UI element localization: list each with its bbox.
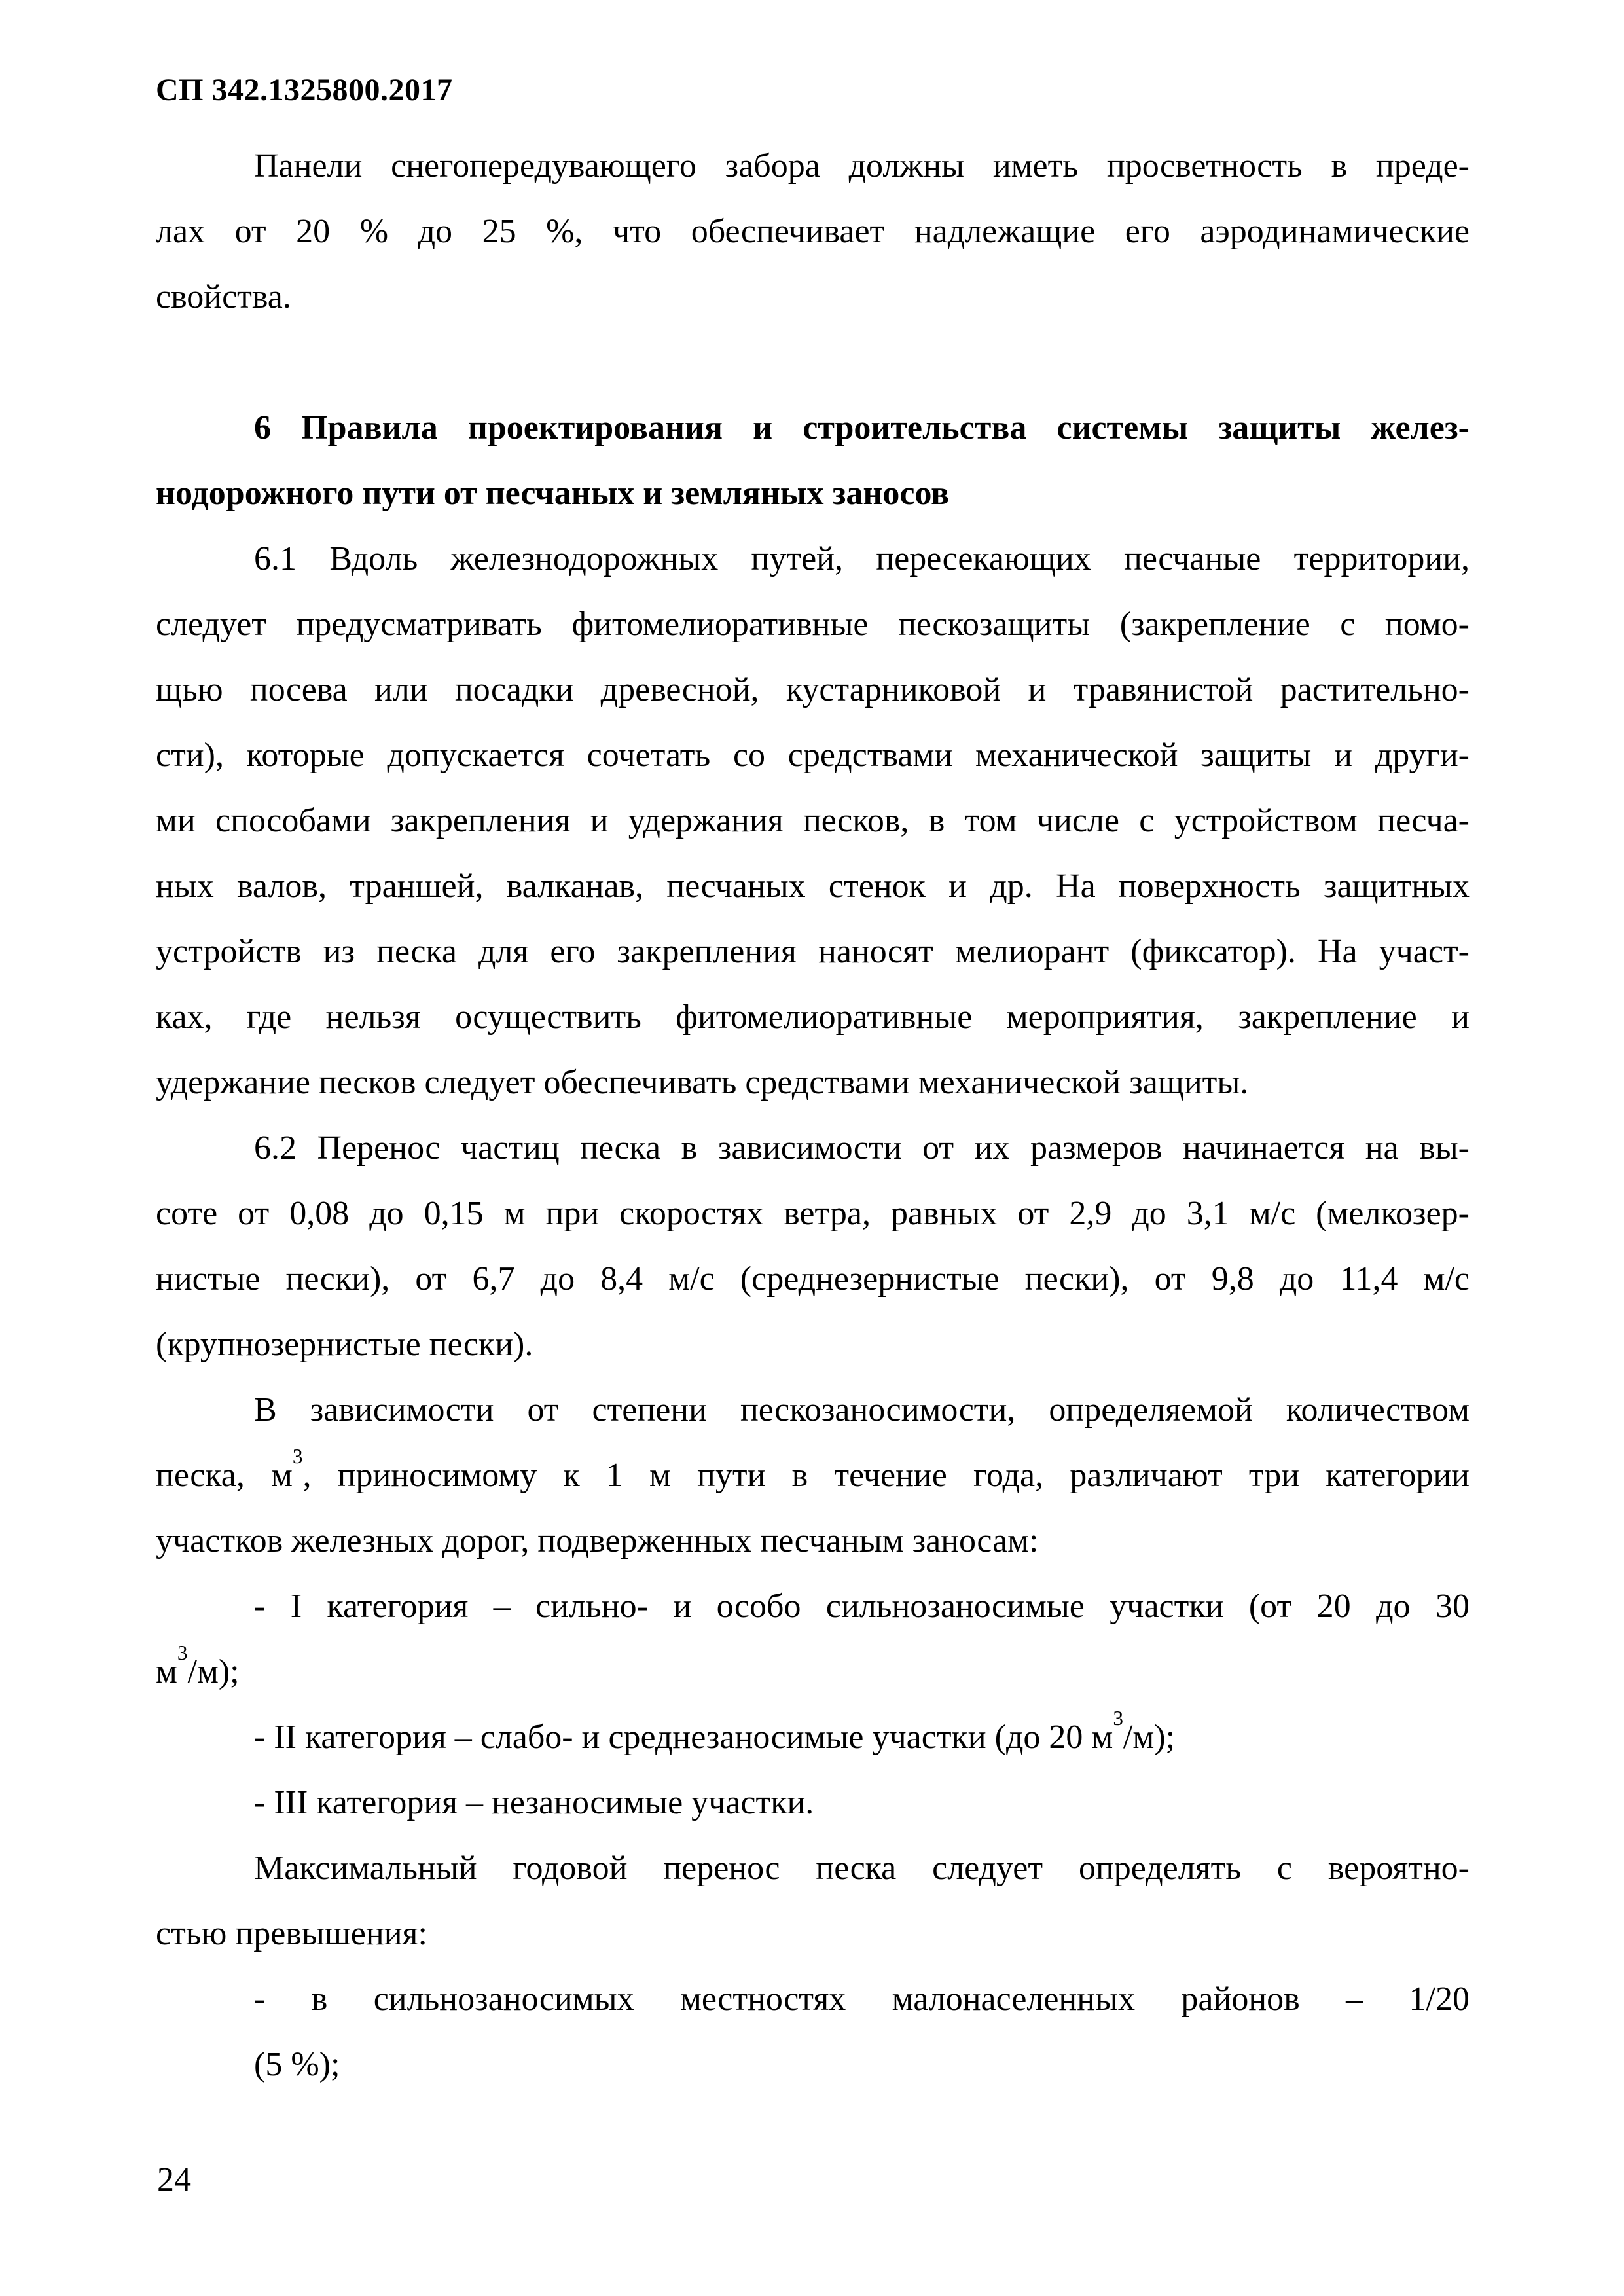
text-line: 6.2 Перенос частиц песка в зависимости от их размеров начинается на вы- xyxy=(254,1129,1470,1167)
text-line: участков железных дорог, подверженных песчаным заносам: xyxy=(156,1522,1039,1559)
document-code-header: СП 342.1325800.2017 xyxy=(156,73,453,107)
text-line: - II категория – слабо- и среднезаносимые участки (до 20 $м^3/м$); xyxy=(254,1706,1176,1756)
text-line: нодорожного пути от песчаных и земляных заносов xyxy=(156,475,950,512)
text-line: нистые пески), от 6,7 до 8,4 м/с (среднезернистые пески), от 9,8 до 11,4 м/с xyxy=(156,1260,1470,1298)
text-line: лах от 20 % до 25 %, что обеспечивает надлежащие его аэродинамические xyxy=(156,213,1470,250)
text-line: $м^3/м$); xyxy=(156,1641,240,1690)
paragraph-6-1 xyxy=(156,526,1470,1116)
text-line: стью превышения: xyxy=(156,1915,427,1952)
text-line: 6.1 Вдоль железнодорожных путей, пересекающих песчаные территории, xyxy=(254,540,1470,577)
paragraph-max-transfer xyxy=(156,1836,1470,1967)
text-line: - III категория – незаносимые участки. xyxy=(254,1784,814,1821)
superscript: 3 xyxy=(177,1641,188,1664)
text-line: удержание песков следует обеспечивать средствами механической защиты. xyxy=(156,1064,1249,1101)
text-line: - I категория – сильно- и особо сильнозаносимые участки (от 20 до 30 xyxy=(254,1588,1470,1625)
text-line: 6 Правила проектирования и строительства системы защиты желез- xyxy=(254,409,1470,446)
text-line: ми способами закрепления и удержания песков, в том числе с устройством песча- xyxy=(156,802,1470,839)
list-item-category-1 xyxy=(156,1574,1470,1705)
text-line: (5 %); xyxy=(254,2046,340,2083)
list-item-probability-1 xyxy=(156,1967,1470,2098)
text-line: песка, $м^3$, приносимому к 1 м пути в течение года, различают три категории xyxy=(156,1444,1470,1494)
text-line: Панели снегопередувающего забора должны иметь просветность в преде- xyxy=(254,147,1470,185)
list-item-category-2 xyxy=(156,1705,1470,1770)
text-line: соте от 0,08 до 0,15 м при скоростях ветра, равных от 2,9 до 3,1 м/с (мелкозер- xyxy=(156,1195,1470,1232)
paragraph-sand-categories-intro xyxy=(156,1377,1470,1574)
text-line: следует предусматривать фитомелиоративные пескозащиты (закрепление с помо- xyxy=(156,606,1470,643)
list-item-category-3 xyxy=(156,1770,1470,1836)
paragraph-6-2 xyxy=(156,1116,1470,1377)
page-number: 24 xyxy=(157,2161,191,2198)
superscript: 3 xyxy=(292,1444,303,1468)
document-body xyxy=(156,134,1470,2098)
text-line: сти), которые допускается сочетать со средствами механической защиты и други- xyxy=(156,737,1470,774)
text-line: свойства. xyxy=(156,278,291,316)
paragraph-snow-fence xyxy=(156,134,1470,330)
text-line: (крупнозернистые пески). xyxy=(156,1326,533,1363)
superscript: 3 xyxy=(1113,1706,1123,1730)
text-line: - в сильнозаносимых местностях малонаселенных районов – 1/20 xyxy=(254,1980,1470,2018)
text-line: ках, где нельзя осуществить фитомелиоративные мероприятия, закрепление и xyxy=(156,998,1470,1036)
text-line: устройств из песка для его закрепления наносят мелиорант (фиксатор). На участ- xyxy=(156,933,1470,970)
text-line: Максимальный годовой перенос песка следует определять с вероятно- xyxy=(254,1850,1470,1887)
text-line: щью посева или посадки древесной, кустарниковой и травянистой растительно- xyxy=(156,671,1470,708)
text-line: ных валов, траншей, валканав, песчаных стенок и др. На поверхность защитных xyxy=(156,867,1470,905)
text-line: В зависимости от степени пескозаносимости, определяемой количеством xyxy=(254,1391,1470,1429)
heading-section-6 xyxy=(156,395,1470,526)
